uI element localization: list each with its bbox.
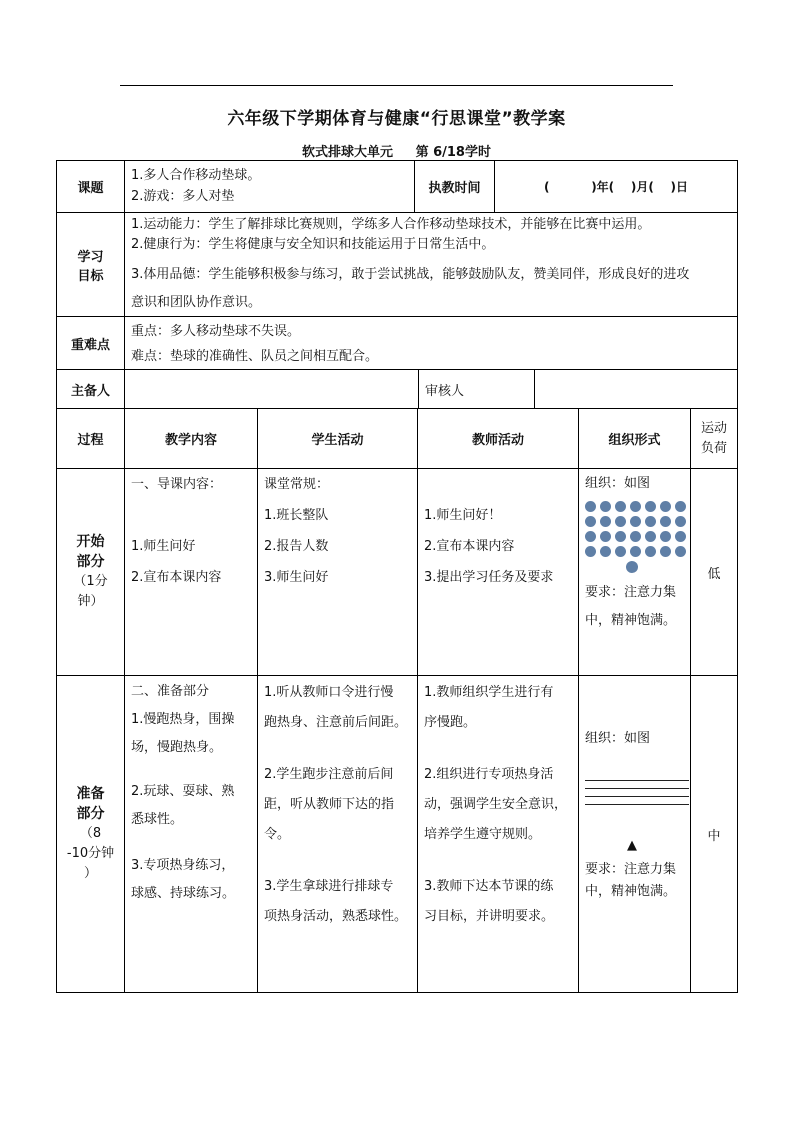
stage-prep-load: 中 [690,676,737,992]
student-line: 3.师生问好 [264,570,329,585]
unit-label: 软式排球大单元 [302,145,394,160]
student-dot [585,501,596,512]
student-dot [600,516,611,527]
stage-start-row [56,468,738,676]
col-load-line: 运动 [700,420,727,436]
difficulty-label: 重难点 [70,337,110,353]
stage-prep-student [257,676,417,992]
student-dot [660,501,671,512]
student-dot [645,546,656,557]
org-requirement-line: 要求：注意力集 [585,585,677,600]
col-organization: 组织形式 [578,409,690,468]
page-title: 六年级下学期体育与健康“行思课堂”教学案 [227,109,566,129]
stage-prep-content [124,676,257,992]
student-line: 令。 [264,827,291,842]
col-teacher: 教师活动 [417,409,578,468]
student-line: 课堂常规： [264,477,330,492]
student-line: 3.学生拿球进行排球专 [264,879,394,894]
student-formation-dots [585,501,690,557]
content-line: 1.师生问好 [131,539,196,554]
content-line: 1.慢跑热身，围操 [131,712,235,727]
content-line: 球感、持球练习。 [131,886,236,901]
student-dot [660,531,671,542]
student-line [264,738,411,760]
content-line: 二、准备部分 [131,684,210,699]
student-line: 2.报告人数 [264,539,329,554]
student-dot [645,516,656,527]
teacher-line: 1.教师组织学生进行有 [424,685,554,700]
student-dot [630,546,641,557]
student-dot [630,516,641,527]
student-dot [675,501,686,512]
stage-start-student [257,469,417,675]
goal-item: 2.健康行为：学生将健康与安全知识和技能运用于日常生活中。 [131,237,495,252]
reviewer-label: 审核人 [418,370,534,408]
content-line: 3.专项热身练习， [131,858,235,873]
student-dot [600,531,611,542]
content-line: 2.玩球、耍球、熟 [131,784,235,799]
goals-label [57,213,124,316]
student-dot [675,546,686,557]
col-load-line: 负荷 [700,440,727,456]
student-dot [660,546,671,557]
teacher-position-dot [626,561,638,573]
page-subtitle [0,141,793,160]
org-requirement-line: 要求：注意力集 [585,862,677,877]
student-dot [645,531,656,542]
col-load [690,409,737,468]
difficulty-item: 重点：多人移动垫球不失误。 [131,324,301,339]
stage-prep-label [57,676,124,992]
teacher-line: 3.提出学习任务及要求 [424,570,554,585]
teacher-line: 培养学生遵守规则。 [424,827,542,842]
student-dot [630,531,641,542]
stage-time-line: -10分钟 [66,846,115,861]
student-dot [585,531,596,542]
col-student: 学生活动 [257,409,417,468]
student-line: 项热身活动，熟悉球性。 [264,909,408,924]
reviewer-value [534,370,737,408]
goals-label-line: 学习 [77,249,104,265]
stage-name-line: 开始 [76,534,105,550]
content-line [131,762,251,778]
teacher-line [424,738,572,760]
stage-prep-organization [578,676,690,992]
topic-content [124,161,414,212]
teacher-line: 2.组织进行专项热身活 [424,767,554,782]
student-line: 1.听从教师口令进行慢 [264,685,394,700]
goal-item: 1.运动能力：学生了解排球比赛规则，学练多人合作移动垫球技术，并能够在比赛中运用。 [131,217,651,232]
stage-start-label [57,469,124,675]
teacher-line [424,469,572,500]
time-label: 执教时间 [414,161,494,212]
running-lanes-lines [585,780,689,812]
teacher-line: 序慢跑。 [424,715,477,730]
content-line [131,834,251,852]
preparer-value [124,370,418,408]
student-dot [585,546,596,557]
teacher-line: 1.师生问好！ [424,508,502,523]
org-requirement-line: 中，精神饱满。 [585,613,677,628]
student-line: 跑热身、注意前后间距。 [264,715,408,730]
stage-start-teacher [417,469,578,675]
student-dot [615,546,626,557]
col-process: 过程 [77,433,104,448]
time-value: ( )年( )月( )日 [494,161,737,212]
teacher-line: 3.教师下达本节课的练 [424,879,554,894]
header-rule [120,85,673,86]
goal-item: 意识和团队协作意识。 [131,295,262,310]
student-dot [600,546,611,557]
teacher-line: 2.宣布本课内容 [424,539,515,554]
student-dot [660,516,671,527]
content-line [131,500,251,531]
student-dot [615,516,626,527]
org-label: 组织：如图 [585,731,651,746]
difficulty-content [124,317,737,369]
stage-name-line: 准备 [76,786,105,802]
col-content: 教学内容 [124,409,257,468]
lesson-label: 第 6/18学时 [415,145,491,160]
stage-time-line: ） [83,866,97,881]
columns-header-row [56,408,738,469]
goals-content [124,213,737,316]
org-requirement-line: 中，精神饱满。 [585,884,677,899]
topic-label: 课题 [77,181,104,196]
student-dot [615,501,626,512]
student-dot [675,531,686,542]
student-dot [645,501,656,512]
teacher-line: 动，强调学生安全意识， [424,797,568,812]
student-dot [615,531,626,542]
stage-start-load: 低 [690,469,737,675]
stage-prep-teacher [417,676,578,992]
stage-start-organization [578,469,690,675]
stage-time-line: （1分 [73,574,108,589]
teacher-line: 习目标，并讲明要求。 [424,909,555,924]
goals-label-line: 目标 [77,268,104,284]
topic-row [56,160,738,213]
teacher-line [424,850,572,872]
difficulty-row [56,316,738,370]
stage-start-content [124,469,257,675]
stage-time-line: （8 [79,826,102,841]
stage-name-line: 部分 [76,806,105,822]
student-dot [675,516,686,527]
preparer-label: 主备人 [70,383,110,399]
student-line [264,850,411,872]
student-dot [585,516,596,527]
goal-item: 3.体用品德：学生能够积极参与练习，敢于尝试挑战，能够鼓励队友，赞美同伴，形成良好的进攻 [131,267,690,282]
topic-item: 2.游戏：多人对垫 [131,189,235,204]
content-line: 悉球性。 [131,812,184,827]
preparer-row [56,369,738,409]
student-line: 2.学生跑步注意前后间 [264,767,394,782]
teacher-triangle-icon: ▲ [627,838,637,853]
org-label: 组织：如图 [585,476,651,491]
content-line: 一、导课内容： [131,477,223,492]
content-line: 场，慢跑热身。 [131,740,223,755]
stage-prep-row [56,675,738,993]
content-line: 2.宣布本课内容 [131,570,222,585]
student-dot [600,501,611,512]
difficulty-item: 难点：垫球的准确性、队员之间相互配合。 [131,349,379,364]
student-line: 距，听从教师下达的指 [264,797,395,812]
stage-name-line: 部分 [76,554,105,570]
topic-item: 1.多人合作移动垫球。 [131,168,261,183]
stage-time-line: 钟） [77,594,104,609]
goals-row [56,212,738,317]
student-line: 1.班长整队 [264,508,329,523]
student-dot [630,501,641,512]
